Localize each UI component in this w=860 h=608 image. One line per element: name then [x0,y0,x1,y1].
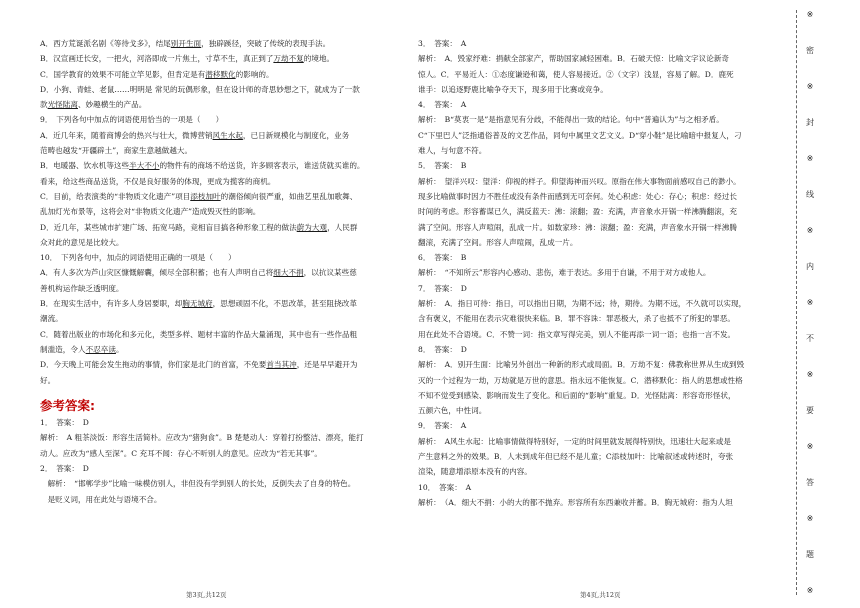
binding-char: 线 [806,190,814,199]
line-text: 五颜六色，中性词。 [418,406,487,416]
question-line [40,296,390,311]
underlined-term: 首当其冲 [266,360,297,370]
answer-line [418,97,780,112]
answer-line [418,403,780,418]
answer-line [418,434,780,449]
line-text: 善机构运作缺乏透明度。 [40,283,124,293]
line-text: 不知不觉受到感染、影响而发生了变化。和后面的“影响”重复。D．光怪陆离：形容奇形怪状， [418,390,736,400]
question-line [40,204,390,219]
line-text: 。 [115,344,124,354]
answer-line [40,430,390,445]
question-line [40,327,390,342]
answer-line [418,480,780,495]
binding-char: ※ [806,298,814,307]
line-text: 谁手：以追逐野鹿比喻争夺天下，现多用于比赛或竞争。 [418,84,608,94]
answer-line [418,51,780,66]
line-text: 10． 答案： A [418,482,472,492]
binding-char: ※ [806,154,814,163]
line-text: 解析： A．毁家纾难：捐献全部家产，帮助国家减轻困难。B．石破天惊：比喻文字议论新奇 [418,54,730,64]
answer-line [418,265,780,280]
line-text: 的物件有的商场不给送货，许多顾客表示，谁送货就买谁的。 [159,161,365,171]
line-text: 10． 下列各句中，加点的词语使用正确的一项是（ ） [40,253,236,263]
line-text: 乱加灯光布景等，这将会对“非物质文化遗产”造成毁灭性的影响。 [40,207,261,217]
answer-line [418,128,780,143]
line-text: 难人，与句意不符。 [418,146,487,156]
line-text: 4． 答案： A [418,100,467,110]
page-number-left: 第3页,共12页 [186,591,227,599]
binding-char: ※ [806,442,814,451]
answer-line [418,174,780,189]
question-line [40,36,390,51]
question-line [40,342,390,357]
line-text: ，已日新规模化与制度化，业务 [242,130,350,140]
binding-char: 内 [806,262,814,271]
question-line [40,265,390,280]
answer-line [418,357,780,372]
line-text: 解析： “邯郸学步”比喻一味模仿别人，非但没有学到别人的长处，反倒失去了自身的特色。 [40,479,356,489]
question-line [40,357,390,372]
answer-line [418,67,780,82]
line-text: 现多比喻做事时因力不胜任或没有条件而感到无可奈何。处心积虑：处心：存心；积虑：经过长 [418,191,737,201]
answer-line [418,204,780,219]
answer-line [418,112,780,127]
binding-char: 题 [806,550,814,559]
answer-line [418,373,780,388]
question-line [40,128,390,143]
answer-line [418,235,780,250]
line-text: B．电暖器、饮水机等这些 [40,161,130,171]
line-text: B．在现实生活中，有许多人身居要职，却 [40,299,183,309]
question-line [40,189,390,204]
binding-char: 封 [806,118,814,127]
line-text: 产生意料之外的效果。B．人未到成年但已经不是儿童；C添枝加叶：比喻叙述或转述时，夸张 [418,452,734,462]
underlined-term: 光怪陆离 [47,100,78,110]
line-text: A．有人多次为芦山灾区慷慨解囊，倾尽全部积蓄；也有人声明自己将 [40,268,274,278]
line-text: D．今天晚上可能会发生拖动的事情，你们家是北门的首富，不免要 [40,360,267,370]
question-line [40,82,390,97]
line-text: 解析： 望洋兴叹：望洋：仰视的样子。仰望海神而兴叹。原指在伟大事物面前感叹自己的渺小。 [418,176,741,186]
line-text: 9． 答案： A [418,421,467,431]
line-text: 7． 答案： D [418,283,467,293]
answer-line [40,446,390,461]
line-text: 时间的考虑。形容蓄谋已久，满反蓝天：沸：滚翻；盈：充满，声音象水开锅一样沸腾翻滚，充 [418,207,737,217]
line-text: 6． 答案： B [418,253,467,263]
line-text: 、妙趣横生的产品。 [77,100,147,110]
answer-line [40,415,390,430]
underlined-term: 风生水起 [212,130,243,140]
answer-line [418,220,780,235]
line-text: 的影响的。 [235,69,274,79]
underlined-term: 细大不捐 [273,268,304,278]
line-text: 范畴也越发“开疆辟土”，商家生意越做越大。 [40,146,193,156]
line-text: C．随着出版业的市场化和多元化，类型多样、题材丰富的作品大量涌现，其中也有一些作品粗 [40,329,358,339]
binding-char: ※ [806,82,814,91]
line-text: 的境地。 [303,54,335,64]
binding-char: 答 [806,478,814,487]
answer-line [418,449,780,464]
line-text: 2． 答案： D [40,464,89,474]
right-column [418,36,780,510]
answer-line [418,189,780,204]
line-text: ，独辟蹊径，突破了传统的表现手法。 [201,39,331,48]
line-text: 灭的一个过程为一劫，万劫就是万世的意思。指永远不能恢复。C．潜移默化：指人的思想或性格 [418,375,743,385]
binding-notice [802,10,818,595]
line-text: 满了空间。形容人声喧闹，乱成一片。如数家珍：沸：滚翻；盈：充满，声音象水开锅一样沸腾 [418,222,737,232]
line-text: D．近几年，某些城市扩建广场、拓宽马路，竞相盲目搞各种形象工程的做法 [40,222,297,232]
answer-line [40,476,390,491]
question-line [40,174,390,189]
question-line [40,311,390,326]
line-text: A．西方荒诞派名剧《等待戈多》，结尾 [40,39,171,48]
underlined-term: 潜移默化 [205,69,236,79]
question-line [40,51,390,66]
question-line [40,143,390,158]
binding-char: ※ [806,10,814,19]
line-text: 8． 答案： D [418,344,467,354]
answer-line [418,418,780,433]
line-text: C．国学教育的效果不可能立竿见影，但肯定是有 [40,69,206,79]
line-text: 款 [40,100,48,110]
line-text: 解析： B“莫衷一是”是指意见有分歧，不能得出一致的结论。句中“普遍认为”与之相矛盾。 [418,115,724,125]
line-text: 含有褒义，不能用在表示灾难很快来临。B．罪不容诛：罪恶极大，杀了也抵不了所犯的罪恶。 [418,314,735,324]
line-text: 解析： A．别开生面：比喻另外创出一种新的形式或局面。B．万劫不复：佛教称世界从生成到毁 [418,360,745,370]
line-text: B．汉宣画迁长安，一把火，河洛即成一片焦土，寸草不生，真正到了 [40,54,274,64]
answer-line [418,158,780,173]
answer-line [40,492,390,507]
question-line [40,67,390,82]
answer-line [418,327,780,342]
question-line [40,112,390,127]
question-line [40,281,390,296]
answer-line [418,296,780,311]
line-text: 1． 答案： D [40,418,89,428]
line-text: 渲染，随意增添原本没有的内容。 [418,467,532,477]
line-text: 解析： （A．细大不捐：小的大的都不抛弃。形容所有东西兼收并蓄。B．胸无城府：指为人坦 [418,497,733,507]
answer-key-heading: 参考答案: [40,397,95,413]
answer-line [418,311,780,326]
line-text: 好。 [40,375,56,385]
line-text: C．目前，给表演类的“非物质文化遗产”项目 [40,191,191,201]
question-line [40,373,390,388]
line-text: 解析： A风生水起：比喻事情做得特别好，一定的时间里就发展得特别快，迅速壮大起来或是 [418,436,732,446]
underlined-term: 万劫不复 [273,54,304,64]
line-text: 解析： “不知所云”形容内心感动、悲伤，难于表达。多用于自谦，不用于对方或他人。 [418,268,711,278]
question-line [40,97,390,112]
answer-line [418,281,780,296]
binding-char: ※ [806,514,814,523]
line-text: 用在此处不合语境。C．不赞一词：指文章写得完美，别人不能再添一词一语；也指一言不发。 [418,329,736,339]
line-text: ，思想顽固不化，不思改革，甚至阻挠改革 [212,299,357,309]
underlined-term: 不忍卒读 [85,344,116,354]
line-text: 众对此的意见是比较大。 [40,237,124,247]
line-text: 3． 答案： A [418,39,467,48]
line-text: 制滥造，令人 [40,344,86,354]
line-text: 解析： A．指日可待：指日，可以指出日期，为期不远；待，期待。为期不远，不久就可以实现， [418,299,747,309]
question-line [40,235,390,250]
binding-dashed-line [796,10,797,595]
line-text: ，人民群 [327,222,358,232]
line-text: 9． 下列各句中加点的词语使用恰当的一项是（ ） [40,115,224,125]
line-text: A．近几年来，随着商博会的热兴与壮大，微博营销 [40,130,213,140]
line-text: ，还是早早避开为 [296,360,358,370]
underlined-term: 半大不小 [129,161,160,171]
binding-char: ※ [806,226,814,235]
binding-char: ※ [806,586,814,595]
answer-line [418,250,780,265]
answer-line [40,461,390,476]
binding-char: ※ [806,370,814,379]
page-number-right: 第4页,共12页 [580,591,621,599]
answer-line [418,464,780,479]
line-text: 解析： A 粗茶淡饭：形容生活简朴。应改为“猪狗食”。B 楚楚动人：穿着打扮整洁、漂亮，能打 [40,433,364,443]
answer-line [418,388,780,403]
question-line [40,158,390,173]
left-column [40,36,390,507]
line-text: 看来，给这些商品送货，不仅是良好服务的体现，更成为揽客的商机。 [40,176,276,186]
question-line [40,220,390,235]
underlined-term: 蔚为大观 [296,222,328,232]
binding-margin [790,10,820,595]
line-text: ，以抗议某些慈 [303,268,357,278]
binding-char: 不 [806,334,814,343]
line-text: C“下里巴人”泛指通俗普及的文艺作品，同句中属里文艺文义。D“穿小鞋”是比喻暗中报复人，刁 [418,130,742,140]
underlined-term: 添枝加叶 [190,191,221,201]
line-text: 潮流。 [40,314,63,324]
line-text: 的潮俗倾向很严重，如曲艺里乱加歌舞、 [220,191,358,201]
answer-line [418,36,780,51]
line-text: 翻滚，充满了空间。形容人声喧闹，乱成一片。 [418,237,578,247]
answer-line [418,495,780,510]
underlined-term: 胸无城府 [182,299,213,309]
binding-char: 要 [806,406,814,415]
question-line [40,250,390,265]
underlined-term: 别开生面 [170,39,202,48]
line-text: D．小狗、青蛙、老鼠……明明是 常见的玩偶形象，但在设计师的奇思妙想之下，就成为了一款 [40,84,360,94]
answer-line [418,82,780,97]
line-text: 惊人。C．平易近人：①态度谦逊和蔼，使人容易接近。②（文字）浅显，容易了解。D．鹿死 [418,69,734,79]
line-text: 5． 答案： B [418,161,467,171]
line-text: 动人。应改为“感人至深”。C 充耳不闻：存心不听别人的意见。应改为“若无其事”。 [40,448,322,458]
binding-char: 密 [806,46,814,55]
answer-line [418,143,780,158]
line-text: 是贬义词，用在此处与语境不合。 [40,494,162,504]
answer-line [418,342,780,357]
